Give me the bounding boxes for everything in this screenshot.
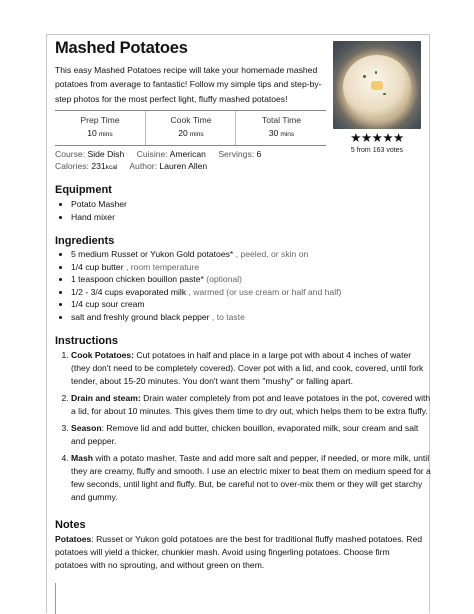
cook-time-unit: mins (189, 131, 204, 138)
ingredients-heading: Ingredients (55, 235, 115, 247)
ingredient-text: 1 teaspoon chicken bouillon paste* (71, 274, 204, 284)
recipe-intro: This easy Mashed Potatoes recipe will take your homemade mashed potatoes from average to fantastic! Follow my simple tips and step-by-step photos for the most perfect light, fluffy mashed potatoes! (55, 65, 322, 104)
cook-time-value: 20 (178, 128, 188, 138)
recipe-photo (333, 41, 421, 129)
ingredient-item (71, 298, 431, 311)
ingredient-item (71, 311, 431, 324)
cuisine-value: American (169, 149, 206, 159)
cuisine-label: Cuisine: (136, 149, 168, 159)
author-value: Lauren Allen (159, 161, 208, 171)
ingredient-text: salt and freshly ground black pepper (71, 311, 210, 322)
ingredient-text: 1/4 cup sour cream (71, 299, 145, 309)
divider (55, 583, 56, 614)
instruction-step-text: with a potato masher. Taste and add more salt and pepper, if needed, or more milk, until they are creamy, fluffy and smooth. I use an electric mixer to beat them on medium speed for a few seconds, until light and fluffy. But, be careful not to over-mix them or they will get starchy and gummy. (71, 453, 431, 503)
total-time-label: Total Time (261, 115, 302, 125)
ingredient-text: 1/4 cup butter (71, 261, 124, 272)
prep-time-value: 10 (87, 128, 97, 138)
instruction-step (71, 392, 431, 418)
instructions-list (55, 349, 431, 508)
instruction-step-title: Season (71, 423, 102, 434)
servings-label: Servings: (218, 149, 255, 159)
ingredient-text: 1/2 - 3/4 cups evaporated milk (71, 286, 187, 297)
notes-body: : Russet or Yukon gold potatoes are the best for traditional fluffy mashed potatoes. Red potatoes will yield a thicker, chunkier mash. Avoid using fingerling potatoes. Choose firm potatoes with no sprouting, and without green on them. (55, 534, 423, 571)
ingredient-note: (optional) (203, 274, 243, 284)
calories-value: 231 (91, 161, 106, 171)
prep-time-label: Prep Time (80, 115, 120, 125)
ingredient-note: , room temperature (123, 261, 200, 272)
cook-time (145, 111, 236, 145)
meta-row-2 (55, 161, 207, 171)
prep-time (55, 111, 145, 145)
instructions-heading: Instructions (55, 335, 118, 347)
recipe-card (46, 34, 430, 613)
course-value: Side Dish (87, 149, 125, 159)
instruction-step-title: Mash (71, 453, 93, 464)
instruction-step-title: Drain and steam: (71, 393, 141, 404)
equipment-item[interactable]: • Hand mixer (71, 211, 431, 224)
rating-votes: 5 from 163 votes (350, 147, 404, 154)
notes-heading: Notes (55, 519, 86, 531)
course-label: Course: (55, 149, 86, 159)
ingredients-list (55, 248, 431, 323)
time-row (55, 110, 326, 146)
total-time-value: 30 (268, 128, 279, 138)
equipment-heading: Equipment (55, 184, 112, 196)
ingredient-item (71, 248, 431, 261)
ingredient-text: 5 medium Russet or Yukon Gold potatoes* (71, 249, 234, 259)
ingredient-note: , to taste (209, 311, 245, 322)
recipe-title: Mashed Potatoes (55, 39, 188, 57)
servings-value[interactable]: 6 (256, 149, 262, 159)
instruction-step (71, 349, 431, 388)
author-label: Author: (129, 161, 158, 171)
calories-label: Calories: (55, 161, 89, 171)
meta-row-1 (55, 149, 261, 159)
prep-time-unit: mins (98, 131, 113, 138)
instruction-step-text: : Remove lid and add butter, chicken bouillon, evaporated milk, sour cream and salt and pepper. (71, 423, 419, 447)
instruction-step (71, 422, 431, 448)
total-time-unit: mins (280, 131, 295, 138)
equipment-list (55, 198, 431, 223)
equipment-item[interactable]: • Potato Masher (71, 198, 431, 211)
instruction-step (71, 452, 431, 504)
ingredient-item (71, 261, 431, 274)
instruction-step-text: Cut potatoes in half and place in a large pot with about 4 inches of water (they don't need to be completely covered). Cover pot with a lid, and cook, covered, until fork tender, about 15-20 minutes. You don't want them "mushy" or falling apart. (71, 350, 424, 387)
notes-text (55, 533, 423, 572)
rating-stars[interactable]: ★★★★★ (350, 131, 404, 145)
notes-title: Potatoes (55, 534, 92, 544)
ingredient-note: , warmed (or use cream or half and half) (186, 286, 342, 297)
instruction-step-text: Drain water completely from pot and leave potatoes in the pot, covered with a lid, for about 10 minutes. This gives them time to dry out, which helps them to be extra fluffy. (71, 393, 431, 417)
instruction-step-title: Cook Potatoes: (71, 350, 135, 360)
calories-unit: kcal (105, 164, 118, 171)
cook-time-label: Cook Time (170, 115, 212, 125)
ingredient-item (71, 286, 431, 299)
ingredient-note: , peeled, or skin on (233, 249, 309, 259)
ingredient-item (71, 273, 431, 286)
total-time (235, 111, 327, 145)
